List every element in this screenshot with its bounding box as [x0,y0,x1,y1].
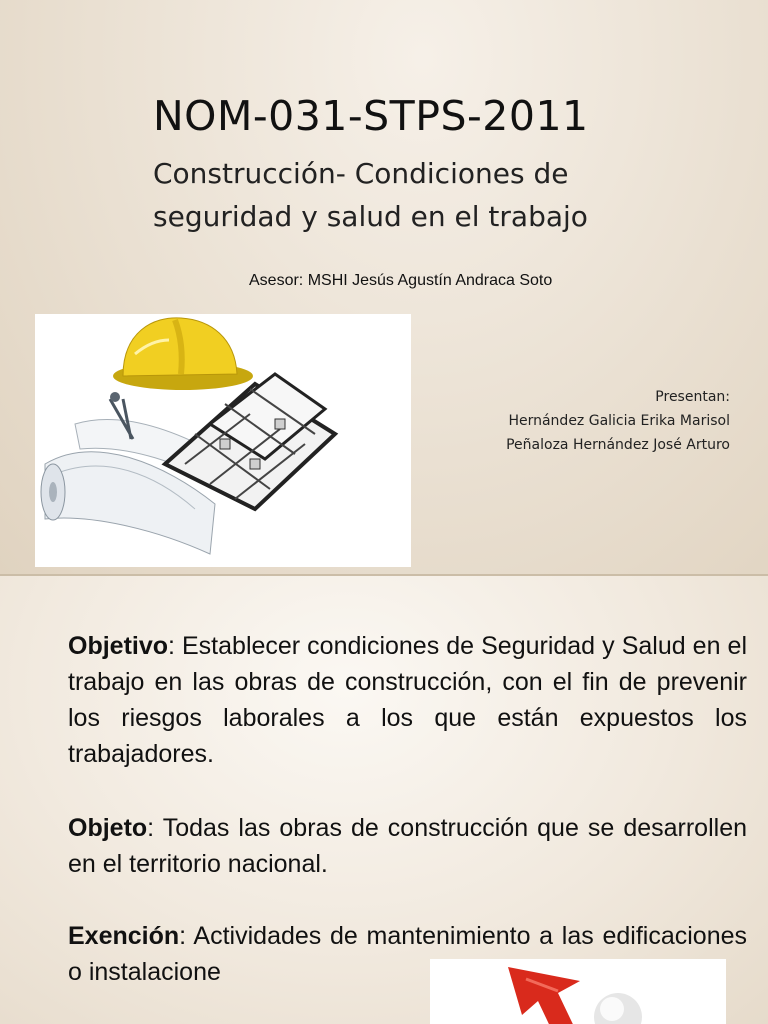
presenters-block [506,385,730,457]
slide-subtitle: Construcción- Condiciones de seguridad y salud en el trabajo [153,157,588,233]
hard-hat-icon [113,318,253,390]
white-sphere-icon [594,993,642,1024]
exemption-label: Exención [68,922,180,950]
red-arrow-icon [508,967,580,1024]
object-paragraph [68,810,747,882]
objective-paragraph [68,628,747,772]
arrow-illustration [430,959,726,1024]
exemption-text: : Actividades de mantenimiento a las edificaciones o instalacione [68,922,747,986]
construction-illustration [35,314,411,567]
object-label: Objeto [68,814,148,842]
advisor-line: Asesor: MSHI Jesús Agustín Andraca Soto [249,272,553,289]
object-text: : Todas las obras de construcción que se desarrollen en el territorio nacional. [68,814,747,878]
slide-content [0,576,768,1024]
presenter-name: Hernández Galicia Erika Marisol [508,413,730,429]
slide-title-heading: NOM-031-STPS-2011 [153,92,589,140]
objective-text: : Establecer condiciones de Seguridad y Salud en el trabajo en las obras de construcción, con el fin de prevenir los riesgos laborales a los que están expuestos los trabajadores. [68,632,747,768]
presenter-name: Peñaloza Hernández José Arturo [506,437,730,453]
objective-label: Objetivo [68,632,169,660]
presenters-heading: Presentan: [655,389,730,405]
